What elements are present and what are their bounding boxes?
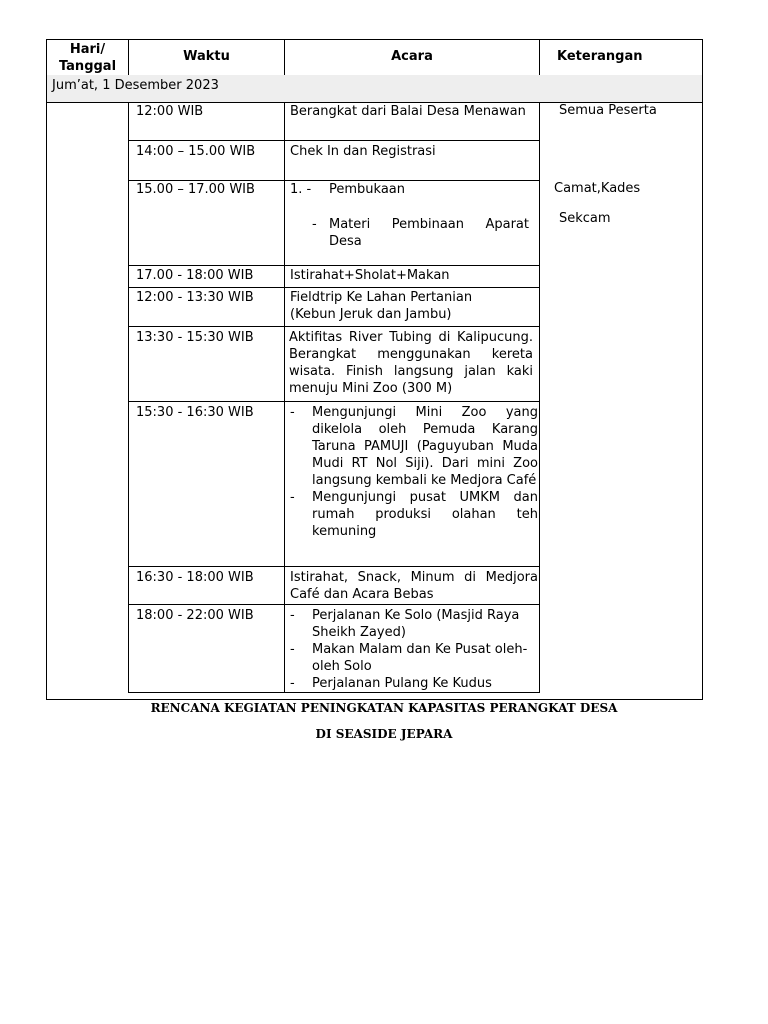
list-dash: - — [290, 405, 295, 420]
list-item — [290, 404, 538, 489]
list-dash: - — [290, 490, 295, 505]
acara-item: Makan Malam dan Ke Pusat oleh-oleh Solo — [312, 642, 528, 674]
header-keterangan: Keterangan — [557, 49, 643, 64]
acara-item: Mengunjungi Mini Zoo yang dikelola oleh Pemuda Karang Taruna PAMUJI (Paguyuban Muda Mudi RT Nol Siji). Dari mini Zoo langsung kembali ke Medjora Café — [312, 405, 538, 488]
acara-cell: Aktifitas River Tubing di Kalipucung. Berangkat menggunakan kereta wisata. Finish langsung jalan kaki menuju Mini Zoo (300 M) — [289, 330, 533, 396]
acara-cell: Istirahat+Sholat+Makan — [290, 268, 450, 283]
time-cell: 17.00 - 18:00 WIB — [136, 268, 254, 283]
acara-list — [290, 404, 538, 540]
table-bottom-border — [128, 692, 540, 693]
acara-item: Mengunjungi pusat UMKM dan rumah produksi olahan teh kemuning — [312, 490, 538, 539]
list-number: 1. - — [290, 182, 312, 197]
acara-cell: Chek In dan Registrasi — [290, 144, 436, 159]
time-cell: 15:30 - 16:30 WIB — [136, 405, 254, 420]
header-acara: Acara — [391, 49, 433, 64]
row-divider — [128, 287, 540, 288]
time-cell: 13:30 - 15:30 WIB — [136, 330, 254, 345]
keterangan-note: Semua Peserta — [559, 103, 657, 118]
list-item — [290, 607, 538, 641]
list-item — [290, 489, 538, 540]
day-label: Jum’at, 1 Desember 2023 — [52, 78, 219, 93]
time-cell: 14:00 – 15.00 WIB — [136, 144, 256, 159]
keterangan-note: Camat,Kades — [554, 181, 641, 196]
acara-item: Materi Pembinaan Aparat Desa — [329, 217, 529, 249]
row-divider — [128, 265, 540, 266]
acara-item: Perjalanan Pulang Ke Kudus — [312, 676, 492, 691]
time-cell: 16:30 - 18:00 WIB — [136, 570, 254, 585]
row-divider — [128, 401, 540, 402]
acara-cell: Istirahat, Snack, Minum di Medjora Café dan Acara Bebas — [290, 570, 538, 602]
acara-cell: Fieldtrip Ke Lahan Pertanian (Kebun Jeruk dan Jambu) — [290, 290, 473, 322]
acara-list — [290, 607, 538, 692]
acara-cell: Berangkat dari Balai Desa Menawan — [290, 104, 526, 119]
header-hari-tanggal: Hari/ Tanggal — [58, 42, 117, 74]
header-waktu: Waktu — [183, 49, 230, 64]
keterangan-note: Sekcam — [559, 211, 611, 226]
list-item — [290, 641, 538, 675]
document-subtitle: DI SEASIDE JEPARA — [315, 727, 453, 741]
acara-item: Perjalanan Ke Solo (Masjid Raya Sheikh Zayed) — [312, 608, 520, 640]
row-divider — [128, 566, 540, 567]
list-dash: - — [290, 676, 295, 691]
list-item — [290, 675, 538, 692]
row-divider — [128, 604, 540, 605]
list-dash: - — [312, 217, 317, 232]
list-dash: - — [290, 642, 295, 657]
time-cell: 15.00 – 17.00 WIB — [136, 182, 255, 197]
acara-item: Pembukaan — [329, 182, 406, 197]
row-divider — [128, 140, 540, 141]
row-divider — [128, 326, 540, 327]
time-cell: 12:00 - 13:30 WIB — [136, 290, 254, 305]
document-title: RENCANA KEGIATAN PENINGKATAN KAPASITAS PERANGKAT DESA — [150, 701, 618, 715]
time-cell: 18:00 - 22:00 WIB — [136, 608, 254, 623]
time-cell: 12:00 WIB — [136, 104, 204, 119]
list-dash: - — [290, 608, 295, 623]
